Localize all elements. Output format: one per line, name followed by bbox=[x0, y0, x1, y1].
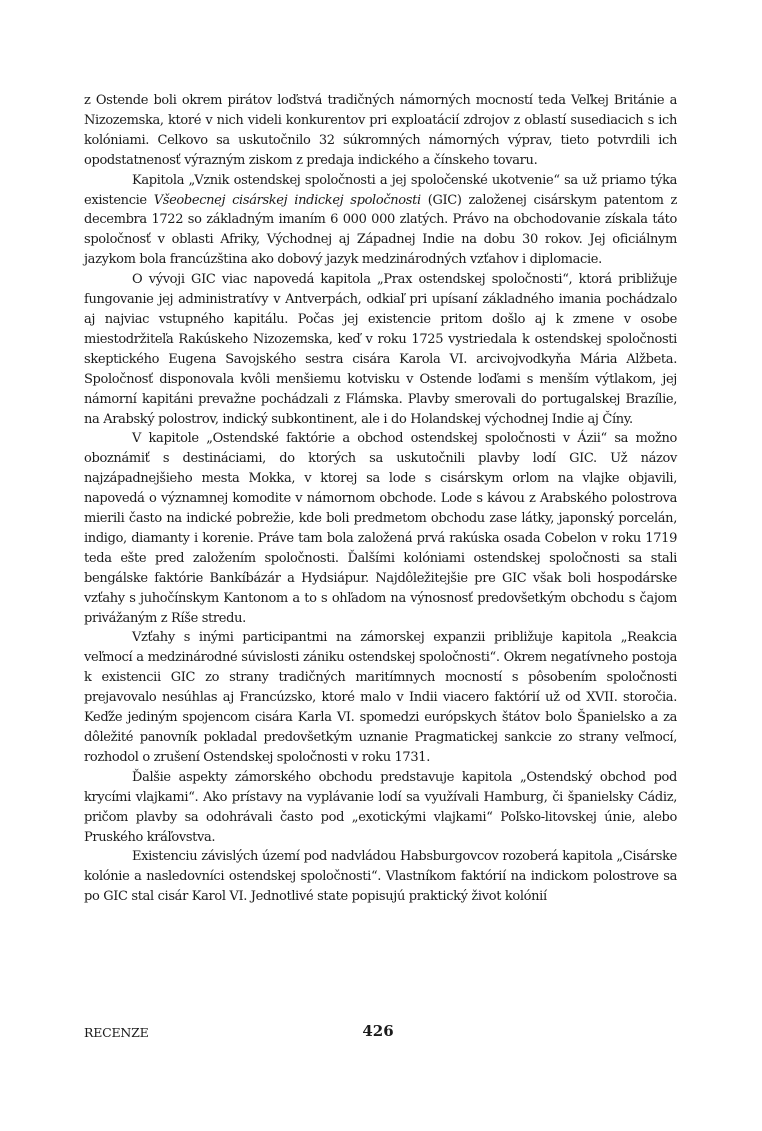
paragraph-4: V kapitole „Ostendské faktórie a obchod ostendskej spoločnosti v Ázii“ sa možno oboznámiť s destináciami, do ktorých sa uskutočnili plavby lodí GIC. Už názov najzápadnejšieho mesta Mokka, v ktorej sa lode s cisárskym orlom na vlajke objavili, napovedá o významnej komodite v námornom obchode. Lode s kávou z Arabského polostrova mierili často na indické pobrežie, kde boli predmetom obchodu zase látky, japonský porcelán, indigo, diamanty i korenie. Práve tam bola založená prvá rakúska osada Cobelon v roku 1719 teda ešte pred založením spoločnosti. Ďalšími kolóniami ostendskej spoločnosti sa stali bengálske faktórie Bankíbázár a Hydsiápur. Najdôležitejšie pre GIC však boli hospodárske vzťahy s juhočínskym Kantonom a to s ohľadom na výnosnosť predovšetkým obchodu s čajom privážaným z Ríše stredu. bbox=[84, 431, 677, 626]
paragraph-1: z Ostende boli okrem pirátov loďstvá tradičných námorných mocností teda Veľkej Británie a Nizozemska, ktoré v nich videli konkurentov pri exploatácií zdrojov z oblastí susediacich s ich kolóniami. Celkovo sa uskutočnilo 32 súkromných námorných výprav, tieto potvrdili ich opodstatnenosť výrazným ziskom z predaja indického a čínskeho tovaru. bbox=[84, 93, 677, 168]
company-name-italic: Všeobecnej cisárskej indickej spoločnosti bbox=[153, 192, 421, 208]
paragraph-2-text-after: (GIC) založenej cisárskym patentom z decembra 1722 so základným imaním 6 000 000 zlatých. Právo na obchodovanie získala táto spoločnosť v oblasti Afriky, Východnej aj Západnej Indie na dobu 30 rokov. Jej oficiálnym jazykom bola francúzština ako dobový jazyk medzinárodných vzťahov i diplomacie. bbox=[84, 192, 677, 268]
paragraph-2 bbox=[84, 171, 677, 271]
paragraph-6: Ďalšie aspekty zámorského obchodu predstavuje kapitola „Ostendský obchod pod krycími vlajkami“. Ako prístavy na vyplávanie lodí sa využívali Hamburg, či španielsky Cádiz, pričom plavby sa odohrávali často pod „exotickými vlajkami“ Poľsko-litovskej únie, alebo Pruského kráľovstva. bbox=[84, 769, 677, 845]
page-number: 426 bbox=[362, 1022, 394, 1040]
page-body bbox=[84, 91, 677, 907]
paragraph-5: Vzťahy s inými participantmi na zámorskej expanzii približuje kapitola „Reakcia veľmocí a medzinárodné súvislosti zániku ostendskej spoločnosti“. Okrem negatívneho postoja k existencii GIC zo strany tradičných maritímnych mocností s pôsobením spoločnosti prejavovalo nesúhlas aj Francúzsko, ktoré malo v Indii viacero faktórií už od XVII. storočia. Keďže jediným spojencom cisára Karla VI. spomedzi európskych štátov bolo Španielsko a za dôležité panovník pokladal predovšetkým uznanie Pragmatickej sankcie zo strany veľmocí, rozhodol o zrušení Ostendskej spoločnosti v roku 1731. bbox=[84, 630, 677, 765]
paragraph-2-text-before: Kapitola „Vznik ostendskej spoločnosti a jej spoločenské ukotvenie“ sa už priamo týka existencie bbox=[84, 172, 677, 208]
paragraph-3: O vývoji GIC viac napovedá kapitola „Prax ostendskej spoločnosti“, ktorá približuje fungovanie jej administratívy v Antverpách, odkiaľ pri upísaní základného imania pochádzalo aj najviac vstupného kapitálu. Počas jej existencie pritom došlo aj k zmene v osobe miestodržiteľa Rakúskeho Nizozemska, keď v roku 1725 vystriedala k ostendskej spoločnosti skeptického Eugena Savojského sestra cisára Karola VI. arcivojvodkyňa Mária Alžbeta. Spoločnosť disponovala kvôli menšiemu kotvisku v Ostende loďami s menším výtlakom, jej námorní kapitáni prevažne pochádzali z Flámska. Plavby smerovali do portugalskej Brazílie, na Arabský polostrov, indický subkontinent, ale i do Holandskej východnej Indie aj Číny. bbox=[84, 272, 677, 427]
paragraph-7: Existenciu závislých území pod nadvládou Habsburgovcov rozoberá kapitola „Cisárske kolónie a nasledovníci ostendskej spoločnosti“. Vlastníkom faktórií na indickom polostrove sa po GIC stal cisár Karol VI. Jednotlivé state popisujú praktický život kolónií bbox=[84, 849, 677, 905]
footer-section-label: RECENZE bbox=[84, 1025, 149, 1040]
